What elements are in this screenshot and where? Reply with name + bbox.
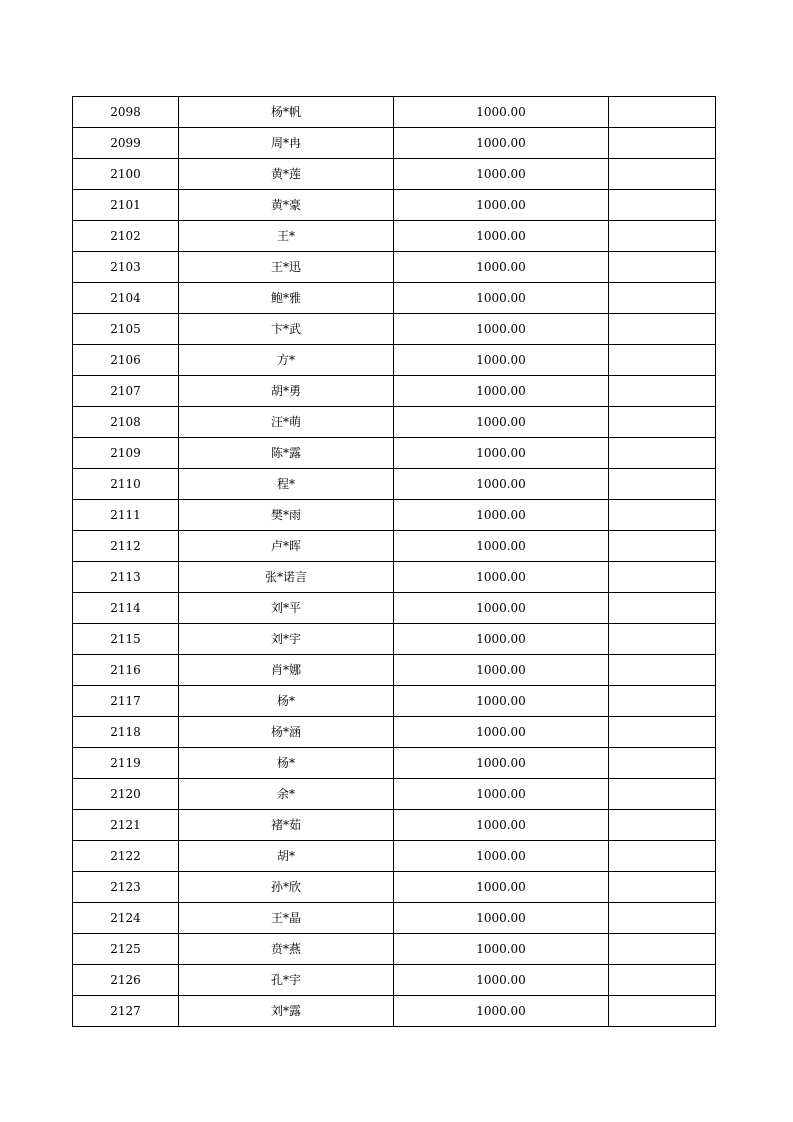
row-note-cell (609, 872, 716, 903)
row-id-cell: 2114 (73, 593, 179, 624)
row-name-cell: 陈*露 (179, 438, 394, 469)
row-name-cell: 刘*宇 (179, 624, 394, 655)
row-amount-cell: 1000.00 (394, 283, 609, 314)
row-amount-cell: 1000.00 (394, 934, 609, 965)
table-body (73, 97, 716, 1027)
row-note-cell (609, 903, 716, 934)
row-id-cell: 2121 (73, 810, 179, 841)
row-id-cell: 2109 (73, 438, 179, 469)
row-amount-cell: 1000.00 (394, 190, 609, 221)
row-amount-cell: 1000.00 (394, 686, 609, 717)
row-amount-cell: 1000.00 (394, 128, 609, 159)
table-row (73, 841, 716, 872)
row-amount-cell: 1000.00 (394, 872, 609, 903)
row-name-cell: 杨* (179, 686, 394, 717)
row-note-cell (609, 965, 716, 996)
table-row (73, 283, 716, 314)
row-id-cell: 2107 (73, 376, 179, 407)
table-row (73, 438, 716, 469)
row-name-cell: 黄*豪 (179, 190, 394, 221)
row-note-cell (609, 717, 716, 748)
row-amount-cell: 1000.00 (394, 438, 609, 469)
row-amount-cell: 1000.00 (394, 810, 609, 841)
row-note-cell (609, 841, 716, 872)
row-amount-cell: 1000.00 (394, 655, 609, 686)
row-amount-cell: 1000.00 (394, 252, 609, 283)
row-id-cell: 2105 (73, 314, 179, 345)
row-note-cell (609, 221, 716, 252)
table-row (73, 97, 716, 128)
data-table (72, 96, 716, 1027)
row-amount-cell: 1000.00 (394, 996, 609, 1027)
row-name-cell: 贲*燕 (179, 934, 394, 965)
table-row (73, 221, 716, 252)
row-note-cell (609, 345, 716, 376)
row-note-cell (609, 655, 716, 686)
row-id-cell: 2108 (73, 407, 179, 438)
row-note-cell (609, 500, 716, 531)
row-id-cell: 2099 (73, 128, 179, 159)
row-note-cell (609, 562, 716, 593)
row-id-cell: 2112 (73, 531, 179, 562)
row-name-cell: 刘*平 (179, 593, 394, 624)
row-note-cell (609, 252, 716, 283)
table-row (73, 159, 716, 190)
row-amount-cell: 1000.00 (394, 531, 609, 562)
row-amount-cell: 1000.00 (394, 221, 609, 252)
row-name-cell: 樊*雨 (179, 500, 394, 531)
row-amount-cell: 1000.00 (394, 562, 609, 593)
row-amount-cell: 1000.00 (394, 748, 609, 779)
row-name-cell: 余* (179, 779, 394, 810)
row-amount-cell: 1000.00 (394, 159, 609, 190)
row-note-cell (609, 996, 716, 1027)
row-note-cell (609, 593, 716, 624)
table-row (73, 934, 716, 965)
row-name-cell: 卢*晖 (179, 531, 394, 562)
row-id-cell: 2117 (73, 686, 179, 717)
row-name-cell: 褚*茹 (179, 810, 394, 841)
row-name-cell: 方* (179, 345, 394, 376)
table-row (73, 965, 716, 996)
row-name-cell: 肖*娜 (179, 655, 394, 686)
row-id-cell: 2111 (73, 500, 179, 531)
row-id-cell: 2101 (73, 190, 179, 221)
row-name-cell: 杨* (179, 748, 394, 779)
row-note-cell (609, 779, 716, 810)
row-note-cell (609, 128, 716, 159)
row-note-cell (609, 686, 716, 717)
row-amount-cell: 1000.00 (394, 593, 609, 624)
row-name-cell: 鲍*雅 (179, 283, 394, 314)
row-id-cell: 2126 (73, 965, 179, 996)
row-name-cell: 王*迅 (179, 252, 394, 283)
row-name-cell: 胡*勇 (179, 376, 394, 407)
row-name-cell: 黄*莲 (179, 159, 394, 190)
table-row (73, 469, 716, 500)
row-amount-cell: 1000.00 (394, 500, 609, 531)
table-row (73, 128, 716, 159)
row-note-cell (609, 469, 716, 500)
row-name-cell: 孙*欣 (179, 872, 394, 903)
table-row (73, 748, 716, 779)
row-note-cell (609, 748, 716, 779)
table-row (73, 562, 716, 593)
table-row (73, 252, 716, 283)
row-name-cell: 孔*宇 (179, 965, 394, 996)
row-id-cell: 2118 (73, 717, 179, 748)
row-note-cell (609, 283, 716, 314)
table-row (73, 376, 716, 407)
row-name-cell: 程* (179, 469, 394, 500)
row-amount-cell: 1000.00 (394, 376, 609, 407)
row-note-cell (609, 624, 716, 655)
row-note-cell (609, 810, 716, 841)
table-row (73, 314, 716, 345)
row-id-cell: 2120 (73, 779, 179, 810)
row-name-cell: 王*晶 (179, 903, 394, 934)
row-id-cell: 2106 (73, 345, 179, 376)
table-row (73, 872, 716, 903)
table-row (73, 593, 716, 624)
row-amount-cell: 1000.00 (394, 965, 609, 996)
row-id-cell: 2100 (73, 159, 179, 190)
table-row (73, 996, 716, 1027)
row-name-cell: 杨*涵 (179, 717, 394, 748)
table-row (73, 345, 716, 376)
table-row (73, 810, 716, 841)
row-name-cell: 杨*帆 (179, 97, 394, 128)
table-row (73, 779, 716, 810)
row-id-cell: 2119 (73, 748, 179, 779)
row-id-cell: 2116 (73, 655, 179, 686)
row-name-cell: 卞*武 (179, 314, 394, 345)
table-row (73, 531, 716, 562)
table-row (73, 500, 716, 531)
row-amount-cell: 1000.00 (394, 469, 609, 500)
table-row (73, 903, 716, 934)
table-row (73, 407, 716, 438)
row-name-cell: 汪*萌 (179, 407, 394, 438)
row-name-cell: 周*冉 (179, 128, 394, 159)
row-note-cell (609, 190, 716, 221)
row-id-cell: 2103 (73, 252, 179, 283)
row-name-cell: 张*诺言 (179, 562, 394, 593)
row-note-cell (609, 438, 716, 469)
row-note-cell (609, 97, 716, 128)
row-amount-cell: 1000.00 (394, 345, 609, 376)
row-id-cell: 2124 (73, 903, 179, 934)
row-name-cell: 刘*露 (179, 996, 394, 1027)
row-amount-cell: 1000.00 (394, 624, 609, 655)
row-id-cell: 2110 (73, 469, 179, 500)
row-note-cell (609, 934, 716, 965)
row-id-cell: 2104 (73, 283, 179, 314)
row-id-cell: 2098 (73, 97, 179, 128)
row-id-cell: 2125 (73, 934, 179, 965)
table-row (73, 686, 716, 717)
row-name-cell: 王* (179, 221, 394, 252)
row-id-cell: 2115 (73, 624, 179, 655)
row-id-cell: 2123 (73, 872, 179, 903)
row-amount-cell: 1000.00 (394, 841, 609, 872)
row-note-cell (609, 407, 716, 438)
row-id-cell: 2127 (73, 996, 179, 1027)
table-row (73, 190, 716, 221)
row-id-cell: 2113 (73, 562, 179, 593)
row-amount-cell: 1000.00 (394, 407, 609, 438)
row-note-cell (609, 376, 716, 407)
table-row (73, 624, 716, 655)
row-amount-cell: 1000.00 (394, 717, 609, 748)
table-row (73, 655, 716, 686)
row-amount-cell: 1000.00 (394, 97, 609, 128)
row-id-cell: 2102 (73, 221, 179, 252)
row-name-cell: 胡* (179, 841, 394, 872)
row-amount-cell: 1000.00 (394, 903, 609, 934)
row-amount-cell: 1000.00 (394, 314, 609, 345)
row-amount-cell: 1000.00 (394, 779, 609, 810)
row-id-cell: 2122 (73, 841, 179, 872)
row-note-cell (609, 159, 716, 190)
row-note-cell (609, 314, 716, 345)
table-row (73, 717, 716, 748)
row-note-cell (609, 531, 716, 562)
